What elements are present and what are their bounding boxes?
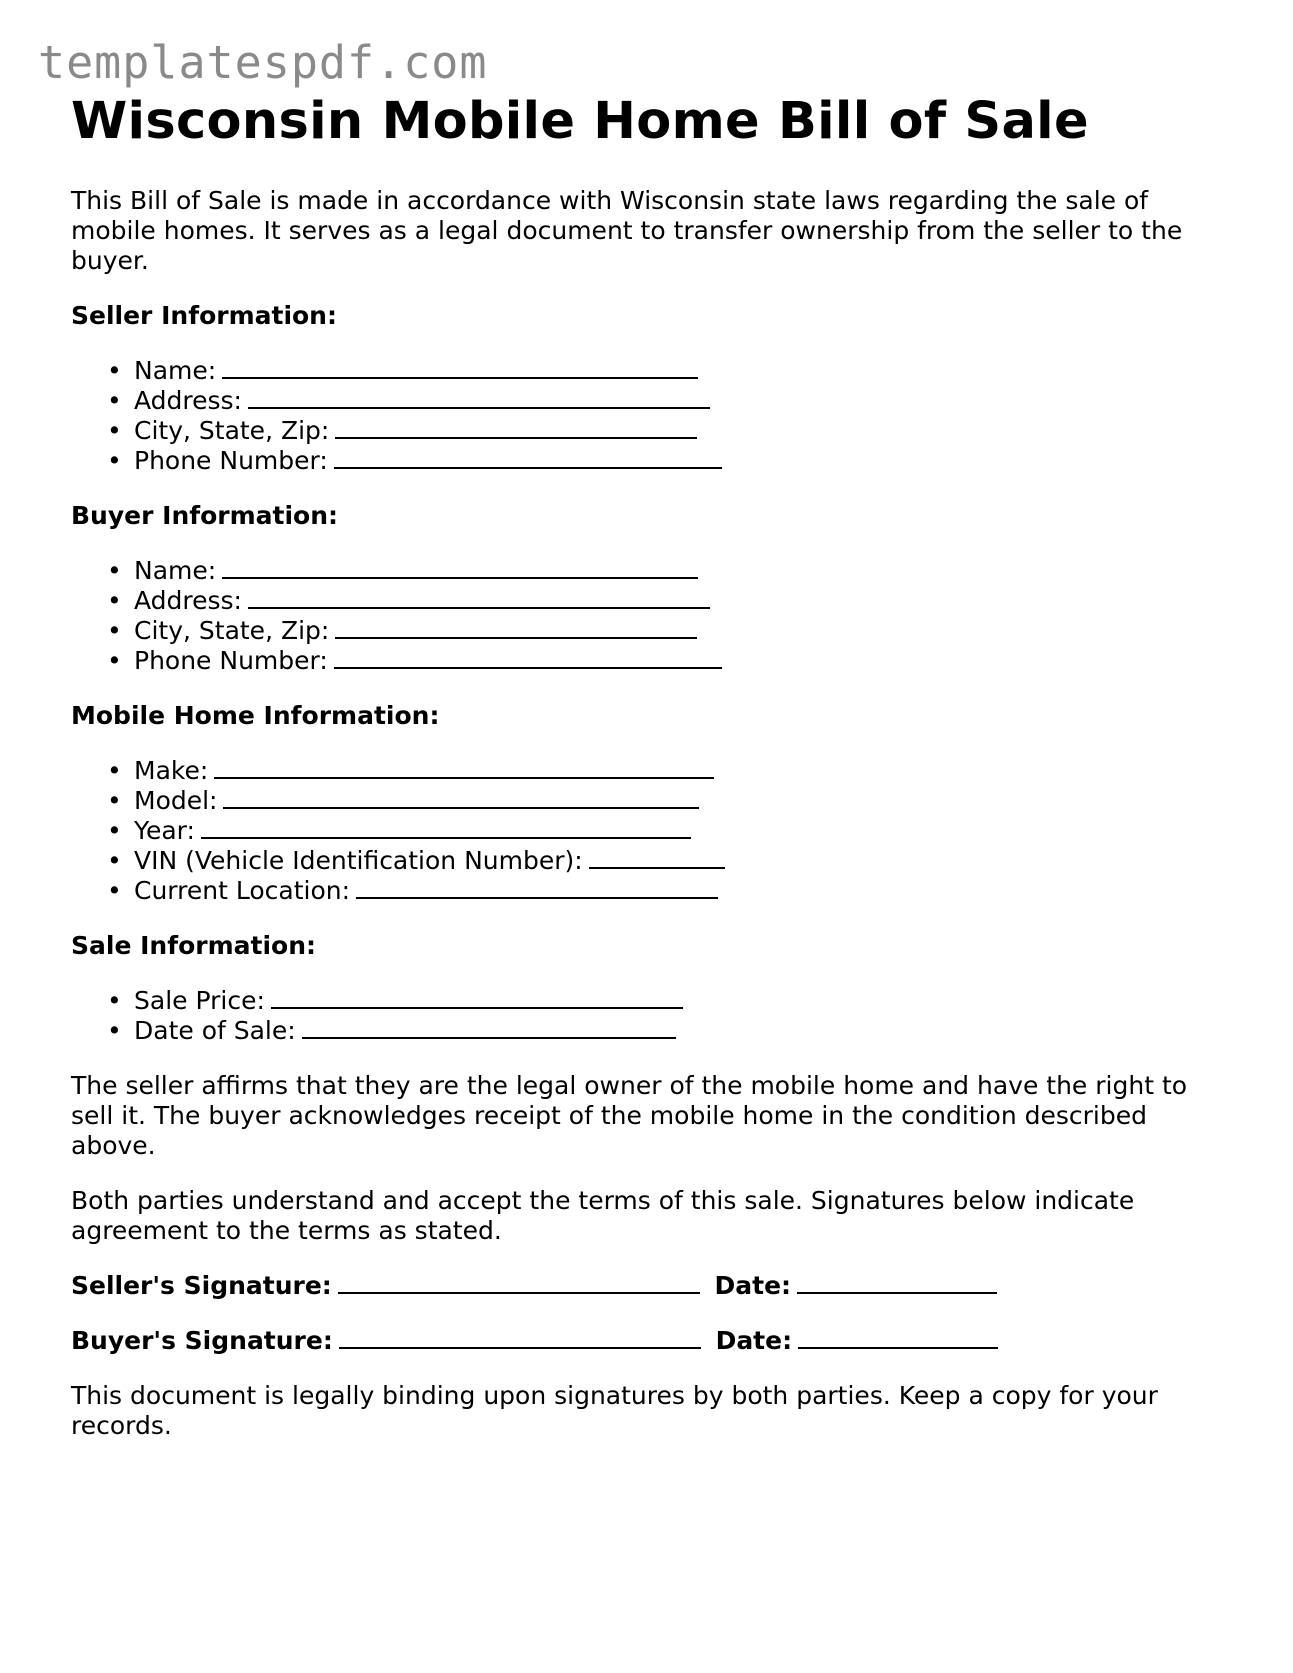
list-item	[107, 446, 1221, 476]
field-label: Year:	[134, 816, 195, 845]
seller-address-blank[interactable]	[248, 386, 710, 409]
bullet-icon: •	[107, 386, 122, 415]
list-item	[107, 386, 1221, 416]
bullet-icon: •	[107, 356, 122, 385]
field-label: Name:	[134, 356, 217, 385]
buyer-signature-blank[interactable]	[339, 1326, 701, 1349]
sale-heading: Sale Information:	[71, 931, 316, 960]
seller-signature-blank[interactable]	[338, 1271, 700, 1294]
field-label: Model:	[134, 786, 218, 815]
field-label: Date of Sale:	[134, 1016, 296, 1045]
field-label: Address:	[134, 586, 242, 615]
date-of-sale-blank[interactable]	[302, 1016, 676, 1039]
seller-phone-blank[interactable]	[334, 446, 722, 469]
agreement-paragraph: Both parties understand and accept the terms of this sale. Signatures below indicate agreement to the terms as stated.	[71, 1186, 1135, 1245]
field-label: Current Location:	[134, 876, 351, 905]
list-item	[107, 876, 1221, 906]
list-item	[107, 616, 1221, 646]
list-item	[107, 786, 1221, 816]
buyer-date-blank[interactable]	[798, 1326, 998, 1349]
model-blank[interactable]	[223, 786, 699, 809]
bullet-icon: •	[107, 1016, 122, 1045]
mobile-home-field-list	[71, 756, 1221, 906]
buyer-date-label: Date:	[715, 1326, 793, 1355]
field-label: Make:	[134, 756, 209, 785]
buyer-phone-blank[interactable]	[334, 646, 722, 669]
bullet-icon: •	[107, 846, 122, 875]
bullet-icon: •	[107, 986, 122, 1015]
seller-name-blank[interactable]	[222, 356, 698, 379]
list-item	[107, 416, 1221, 446]
intro-paragraph: This Bill of Sale is made in accordance with Wisconsin state laws regarding the sale of mobile homes. It serves as a legal document to transfer ownership from the seller to the buyer.	[71, 186, 1183, 275]
document-page	[71, 88, 1221, 1441]
list-item	[107, 756, 1221, 786]
bullet-icon: •	[107, 786, 122, 815]
field-label: City, State, Zip:	[134, 416, 330, 445]
bullet-icon: •	[107, 616, 122, 645]
field-label: City, State, Zip:	[134, 616, 330, 645]
list-item	[107, 816, 1221, 846]
field-label: Phone Number:	[134, 446, 328, 475]
list-item	[107, 646, 1221, 676]
seller-date-label: Date:	[714, 1271, 792, 1300]
bullet-icon: •	[107, 646, 122, 675]
sale-field-list	[71, 986, 1221, 1046]
bullet-icon: •	[107, 876, 122, 905]
buyer-city-blank[interactable]	[335, 616, 697, 639]
seller-signature-label: Seller's Signature:	[71, 1271, 332, 1300]
buyer-heading: Buyer Information:	[71, 501, 339, 530]
year-blank[interactable]	[201, 816, 691, 839]
current-location-blank[interactable]	[356, 876, 718, 899]
seller-signature-line	[71, 1271, 1221, 1301]
buyer-name-blank[interactable]	[222, 556, 698, 579]
field-label: Phone Number:	[134, 646, 328, 675]
make-blank[interactable]	[214, 756, 714, 779]
bullet-icon: •	[107, 816, 122, 845]
field-label: Name:	[134, 556, 217, 585]
buyer-signature-line	[71, 1326, 1221, 1356]
bullet-icon: •	[107, 556, 122, 585]
list-item	[107, 586, 1221, 616]
buyer-field-list	[71, 556, 1221, 676]
list-item	[107, 846, 1221, 876]
buyer-address-blank[interactable]	[248, 586, 710, 609]
seller-city-blank[interactable]	[335, 416, 697, 439]
field-label: Address:	[134, 386, 242, 415]
buyer-signature-label: Buyer's Signature:	[71, 1326, 333, 1355]
bullet-icon: •	[107, 756, 122, 785]
list-item	[107, 556, 1221, 586]
seller-date-blank[interactable]	[797, 1271, 997, 1294]
affirmation-paragraph: The seller affirms that they are the legal owner of the mobile home and have the right to sell it. The buyer acknowledges receipt of the mobile home in the condition described above.	[71, 1071, 1188, 1160]
bullet-icon: •	[107, 446, 122, 475]
vin-blank[interactable]	[589, 846, 725, 869]
bullet-icon: •	[107, 586, 122, 615]
sale-price-blank[interactable]	[271, 986, 683, 1009]
closing-paragraph: This document is legally binding upon signatures by both parties. Keep a copy for your records.	[71, 1381, 1158, 1440]
watermark-logo: templatespdf.com	[38, 36, 488, 89]
field-label: VIN (Vehicle Identification Number):	[134, 846, 583, 875]
mobile-home-heading: Mobile Home Information:	[71, 701, 440, 730]
list-item	[107, 986, 1221, 1016]
page-title: Wisconsin Mobile Home Bill of Sale	[71, 92, 1089, 151]
list-item	[107, 1016, 1221, 1046]
list-item	[107, 356, 1221, 386]
field-label: Sale Price:	[134, 986, 265, 1015]
seller-field-list	[71, 356, 1221, 476]
bullet-icon: •	[107, 416, 122, 445]
seller-heading: Seller Information:	[71, 301, 337, 330]
